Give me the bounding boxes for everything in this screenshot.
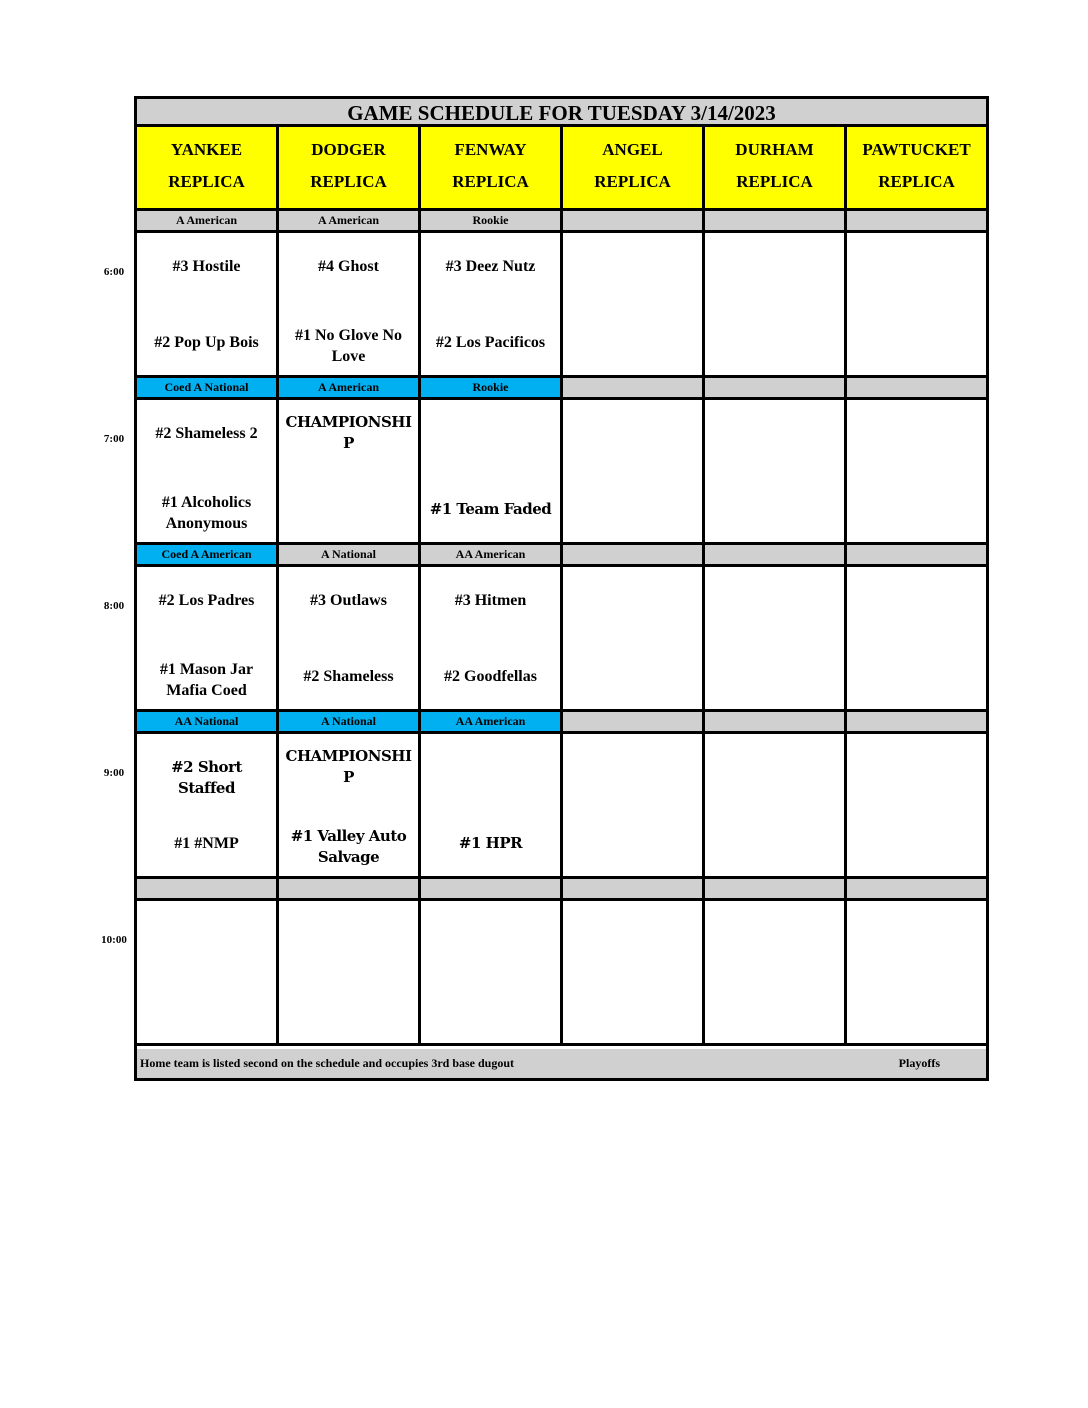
division-label [279, 879, 421, 901]
division-label [847, 211, 986, 233]
game-cell [705, 400, 847, 545]
home-team: #1 HPR [458, 834, 523, 852]
game-cell [563, 901, 705, 1046]
field-header-angel [563, 127, 705, 211]
home-team: #1 Alcoholics Anonymous [161, 494, 252, 532]
division-label [137, 879, 279, 901]
footer-bar [137, 1049, 986, 1078]
game-cell [563, 734, 705, 879]
game-cell [563, 400, 705, 545]
away-team: #3 Hostile [172, 258, 241, 275]
footer-status: Playoffs [898, 1056, 940, 1070]
division-label [847, 712, 986, 734]
time-slot-label: 6:00 [103, 266, 125, 278]
field-name: PAWTUCKET [862, 140, 971, 159]
division-label: A American [279, 211, 421, 233]
home-team: #2 Goodfellas [444, 668, 537, 685]
game-cell [421, 400, 563, 545]
game-cell [137, 734, 279, 879]
footer-note: Home team is listed second on the schedule and occupies 3rd base dugout [140, 1056, 515, 1070]
field-subtitle: REPLICA [736, 172, 813, 191]
time-slot-label: 9:00 [103, 767, 125, 779]
field-name: FENWAY [454, 140, 527, 159]
game-cell [847, 233, 986, 378]
division-label: Coed A American [137, 545, 279, 567]
division-label [563, 378, 705, 400]
home-team: #1 No Glove No Love [294, 327, 403, 365]
division-label [563, 545, 705, 567]
field-name: ANGEL [602, 140, 663, 159]
game-cell [847, 734, 986, 879]
away-team: #2 Short Staffed [171, 758, 242, 797]
field-subtitle: REPLICA [878, 172, 955, 191]
game-cell [279, 901, 421, 1046]
away-team: #3 Hitmen [454, 592, 527, 609]
field-name: DODGER [311, 140, 386, 159]
division-label [563, 712, 705, 734]
field-name: YANKEE [170, 140, 243, 159]
game-cell [705, 901, 847, 1046]
division-label [705, 712, 847, 734]
field-subtitle: REPLICA [452, 172, 529, 191]
time-slot-label: 8:00 [103, 600, 125, 612]
game-cell [563, 567, 705, 712]
game-cell [563, 233, 705, 378]
schedule-title: GAME SCHEDULE FOR TUESDAY 3/14/2023 [137, 99, 986, 127]
away-team: #2 Los Padres [158, 592, 255, 609]
game-cell [137, 567, 279, 712]
game-cell [137, 233, 279, 378]
home-team: #2 Los Pacificos [435, 334, 546, 351]
division-label: AA National [137, 712, 279, 734]
championship-label: CHAMPIONSHIP [285, 413, 412, 452]
division-label: AA American [421, 545, 563, 567]
division-label: Rookie [421, 211, 563, 233]
division-label [421, 879, 563, 901]
game-cell [421, 901, 563, 1046]
division-label [705, 545, 847, 567]
field-header-fenway [421, 127, 563, 211]
game-cell [705, 734, 847, 879]
time-slot-label: 7:00 [103, 433, 125, 445]
game-cell [705, 233, 847, 378]
division-label: Coed A National [137, 378, 279, 400]
game-cell [279, 567, 421, 712]
division-label [563, 211, 705, 233]
game-cell [705, 567, 847, 712]
field-subtitle: REPLICA [594, 172, 671, 191]
game-cell [421, 734, 563, 879]
home-team: #1 #NMP [174, 835, 239, 852]
game-cell [279, 400, 421, 545]
game-cell [421, 233, 563, 378]
division-label [705, 879, 847, 901]
home-team: #2 Shameless [303, 668, 394, 685]
game-cell [847, 567, 986, 712]
home-team: #1 Team Faded [429, 500, 552, 518]
division-label [705, 378, 847, 400]
division-label [705, 211, 847, 233]
championship-label: CHAMPIONSHIP [285, 747, 412, 786]
away-team: #4 Ghost [318, 258, 379, 275]
game-cell [137, 901, 279, 1046]
home-team: #1 Valley Auto Salvage [290, 827, 407, 866]
away-team: #3 Deez Nutz [445, 258, 536, 275]
division-label: Rookie [421, 378, 563, 400]
field-header-yankee [137, 127, 279, 211]
home-team: #2 Pop Up Bois [154, 334, 259, 351]
game-cell [421, 567, 563, 712]
division-label [847, 545, 986, 567]
field-subtitle: REPLICA [168, 172, 245, 191]
time-slot-label: 10:00 [101, 934, 127, 946]
division-label: A American [137, 211, 279, 233]
field-header-pawtucket [847, 127, 986, 211]
division-label [847, 378, 986, 400]
division-label [847, 879, 986, 901]
division-label: A National [279, 712, 421, 734]
game-cell [137, 400, 279, 545]
away-team: #3 Outlaws [310, 592, 387, 609]
division-label [563, 879, 705, 901]
division-label: A American [279, 378, 421, 400]
game-cell [279, 233, 421, 378]
field-name: DURHAM [735, 140, 814, 159]
division-label: AA American [421, 712, 563, 734]
field-header-durham [705, 127, 847, 211]
game-cell [847, 400, 986, 545]
field-header-dodger [279, 127, 421, 211]
game-cell [279, 734, 421, 879]
division-label: A National [279, 545, 421, 567]
home-team: #1 Mason Jar Mafia Coed [159, 661, 254, 699]
schedule-table [134, 96, 989, 1081]
field-subtitle: REPLICA [310, 172, 387, 191]
game-cell [847, 901, 986, 1046]
away-team: #2 Shameless 2 [155, 425, 258, 442]
